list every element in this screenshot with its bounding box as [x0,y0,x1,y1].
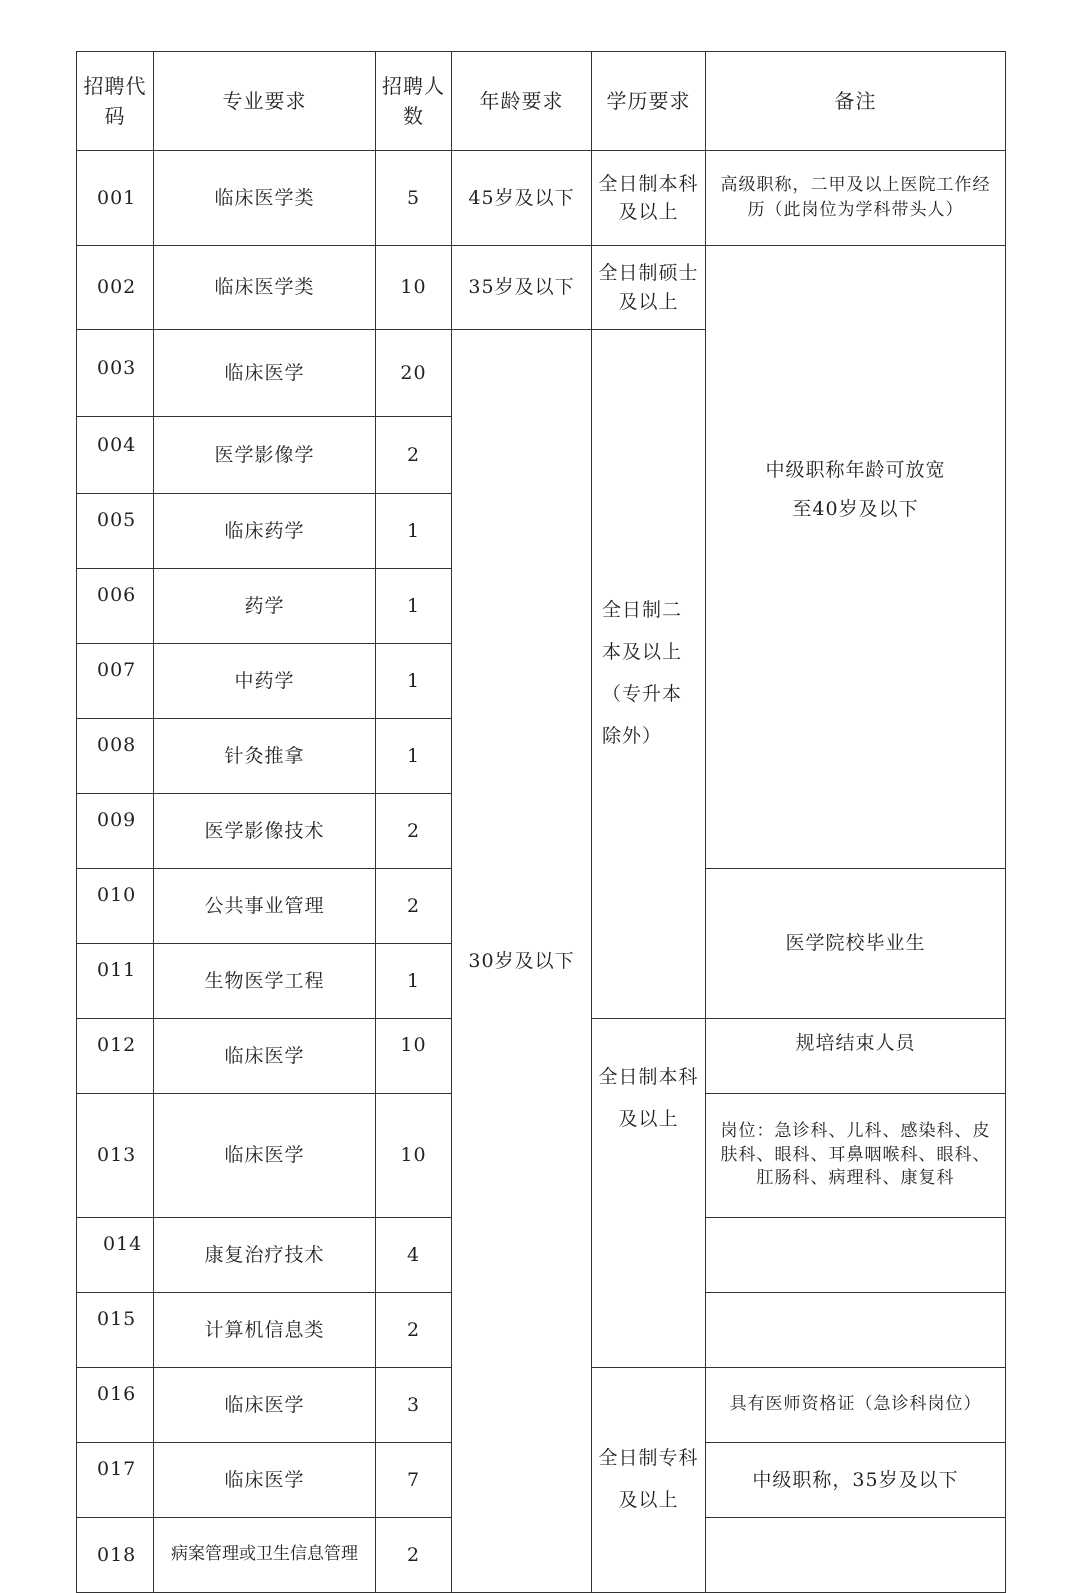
count-cell: 2 [376,794,452,869]
count-cell: 2 [376,869,452,944]
remark-cell-empty [706,1293,1006,1368]
education-cell-merged: 全日制二本及以上（专升本除外） [592,330,706,1019]
header-education: 学历要求 [592,52,706,151]
remark-cell: 高级职称，二甲及以上医院工作经历（此岗位为学科带头人） [706,151,1006,246]
major-cell: 中药学 [154,644,376,719]
major-cell: 康复治疗技术 [154,1218,376,1293]
major-cell: 医学影像学 [154,417,376,494]
education-cell-merged: 全日制本科及以上 [592,1019,706,1368]
code-cell: 008 [77,719,154,794]
header-row [77,52,1006,151]
code-cell: 001 [77,151,154,246]
header-major: 专业要求 [154,52,376,151]
major-cell: 针灸推拿 [154,719,376,794]
education-cell: 全日制本科及以上 [592,151,706,246]
code-cell: 011 [77,944,154,1019]
count-cell: 5 [376,151,452,246]
count-cell: 2 [376,1293,452,1368]
major-cell: 临床医学类 [154,151,376,246]
remark-cell-empty [706,1518,1006,1593]
recruitment-table [76,51,1006,1593]
remark-cell: 中级职称，35岁及以下 [706,1443,1006,1518]
code-cell: 017 [77,1443,154,1518]
education-cell: 全日制硕士及以上 [592,246,706,330]
header-code: 招聘代码 [77,52,154,151]
count-cell: 10 [376,246,452,330]
count-cell: 10 [376,1019,452,1094]
major-cell: 临床医学类 [154,246,376,330]
remark-cell: 具有医师资格证（急诊科岗位） [706,1368,1006,1443]
count-cell: 4 [376,1218,452,1293]
code-cell: 004 [77,417,154,494]
count-cell: 1 [376,569,452,644]
remark-line: 至40岁及以下 [792,497,919,520]
major-cell: 公共事业管理 [154,869,376,944]
major-cell: 医学影像技术 [154,794,376,869]
count-cell: 1 [376,494,452,569]
count-cell: 1 [376,644,452,719]
major-cell: 临床医学 [154,1094,376,1218]
code-cell: 005 [77,494,154,569]
code-cell: 013 [77,1094,154,1218]
major-cell: 临床医学 [154,330,376,417]
count-cell: 1 [376,719,452,794]
header-age: 年龄要求 [452,52,592,151]
code-cell: 014 [77,1218,154,1293]
education-cell-merged: 全日制专科及以上 [592,1368,706,1593]
major-cell: 生物医学工程 [154,944,376,1019]
major-cell: 临床医学 [154,1019,376,1094]
age-cell: 45岁及以下 [452,151,592,246]
remark-cell-empty [706,1218,1006,1293]
code-cell: 002 [77,246,154,330]
count-cell: 2 [376,417,452,494]
count-cell: 20 [376,330,452,417]
count-cell: 1 [376,944,452,1019]
major-cell: 病案管理或卫生信息管理 [154,1518,376,1593]
table-row [77,246,1006,330]
code-cell: 009 [77,794,154,869]
code-cell: 012 [77,1019,154,1094]
code-cell: 016 [77,1368,154,1443]
remark-cell-merged: 医学院校毕业生 [706,869,1006,1019]
remark-cell-merged [706,246,1006,869]
count-cell: 10 [376,1094,452,1218]
code-cell: 010 [77,869,154,944]
major-cell: 临床医学 [154,1443,376,1518]
code-cell: 007 [77,644,154,719]
code-cell: 003 [77,330,154,417]
header-remarks: 备注 [706,52,1006,151]
count-cell: 3 [376,1368,452,1443]
count-cell: 7 [376,1443,452,1518]
age-cell-merged: 30岁及以下 [452,330,592,1593]
code-cell: 006 [77,569,154,644]
major-cell: 药学 [154,569,376,644]
major-cell: 临床药学 [154,494,376,569]
count-cell: 2 [376,1518,452,1593]
code-cell: 015 [77,1293,154,1368]
major-cell: 计算机信息类 [154,1293,376,1368]
age-cell: 35岁及以下 [452,246,592,330]
table-row [77,151,1006,246]
remark-cell: 规培结束人员 [706,1019,1006,1094]
remark-cell: 岗位：急诊科、儿科、感染科、皮肤科、眼科、耳鼻咽喉科、眼科、肛肠科、病理科、康复科 [706,1094,1006,1218]
major-cell: 临床医学 [154,1368,376,1443]
remark-line: 中级职称年龄可放宽 [765,459,946,481]
header-count: 招聘人数 [376,52,452,151]
code-cell: 018 [77,1518,154,1593]
